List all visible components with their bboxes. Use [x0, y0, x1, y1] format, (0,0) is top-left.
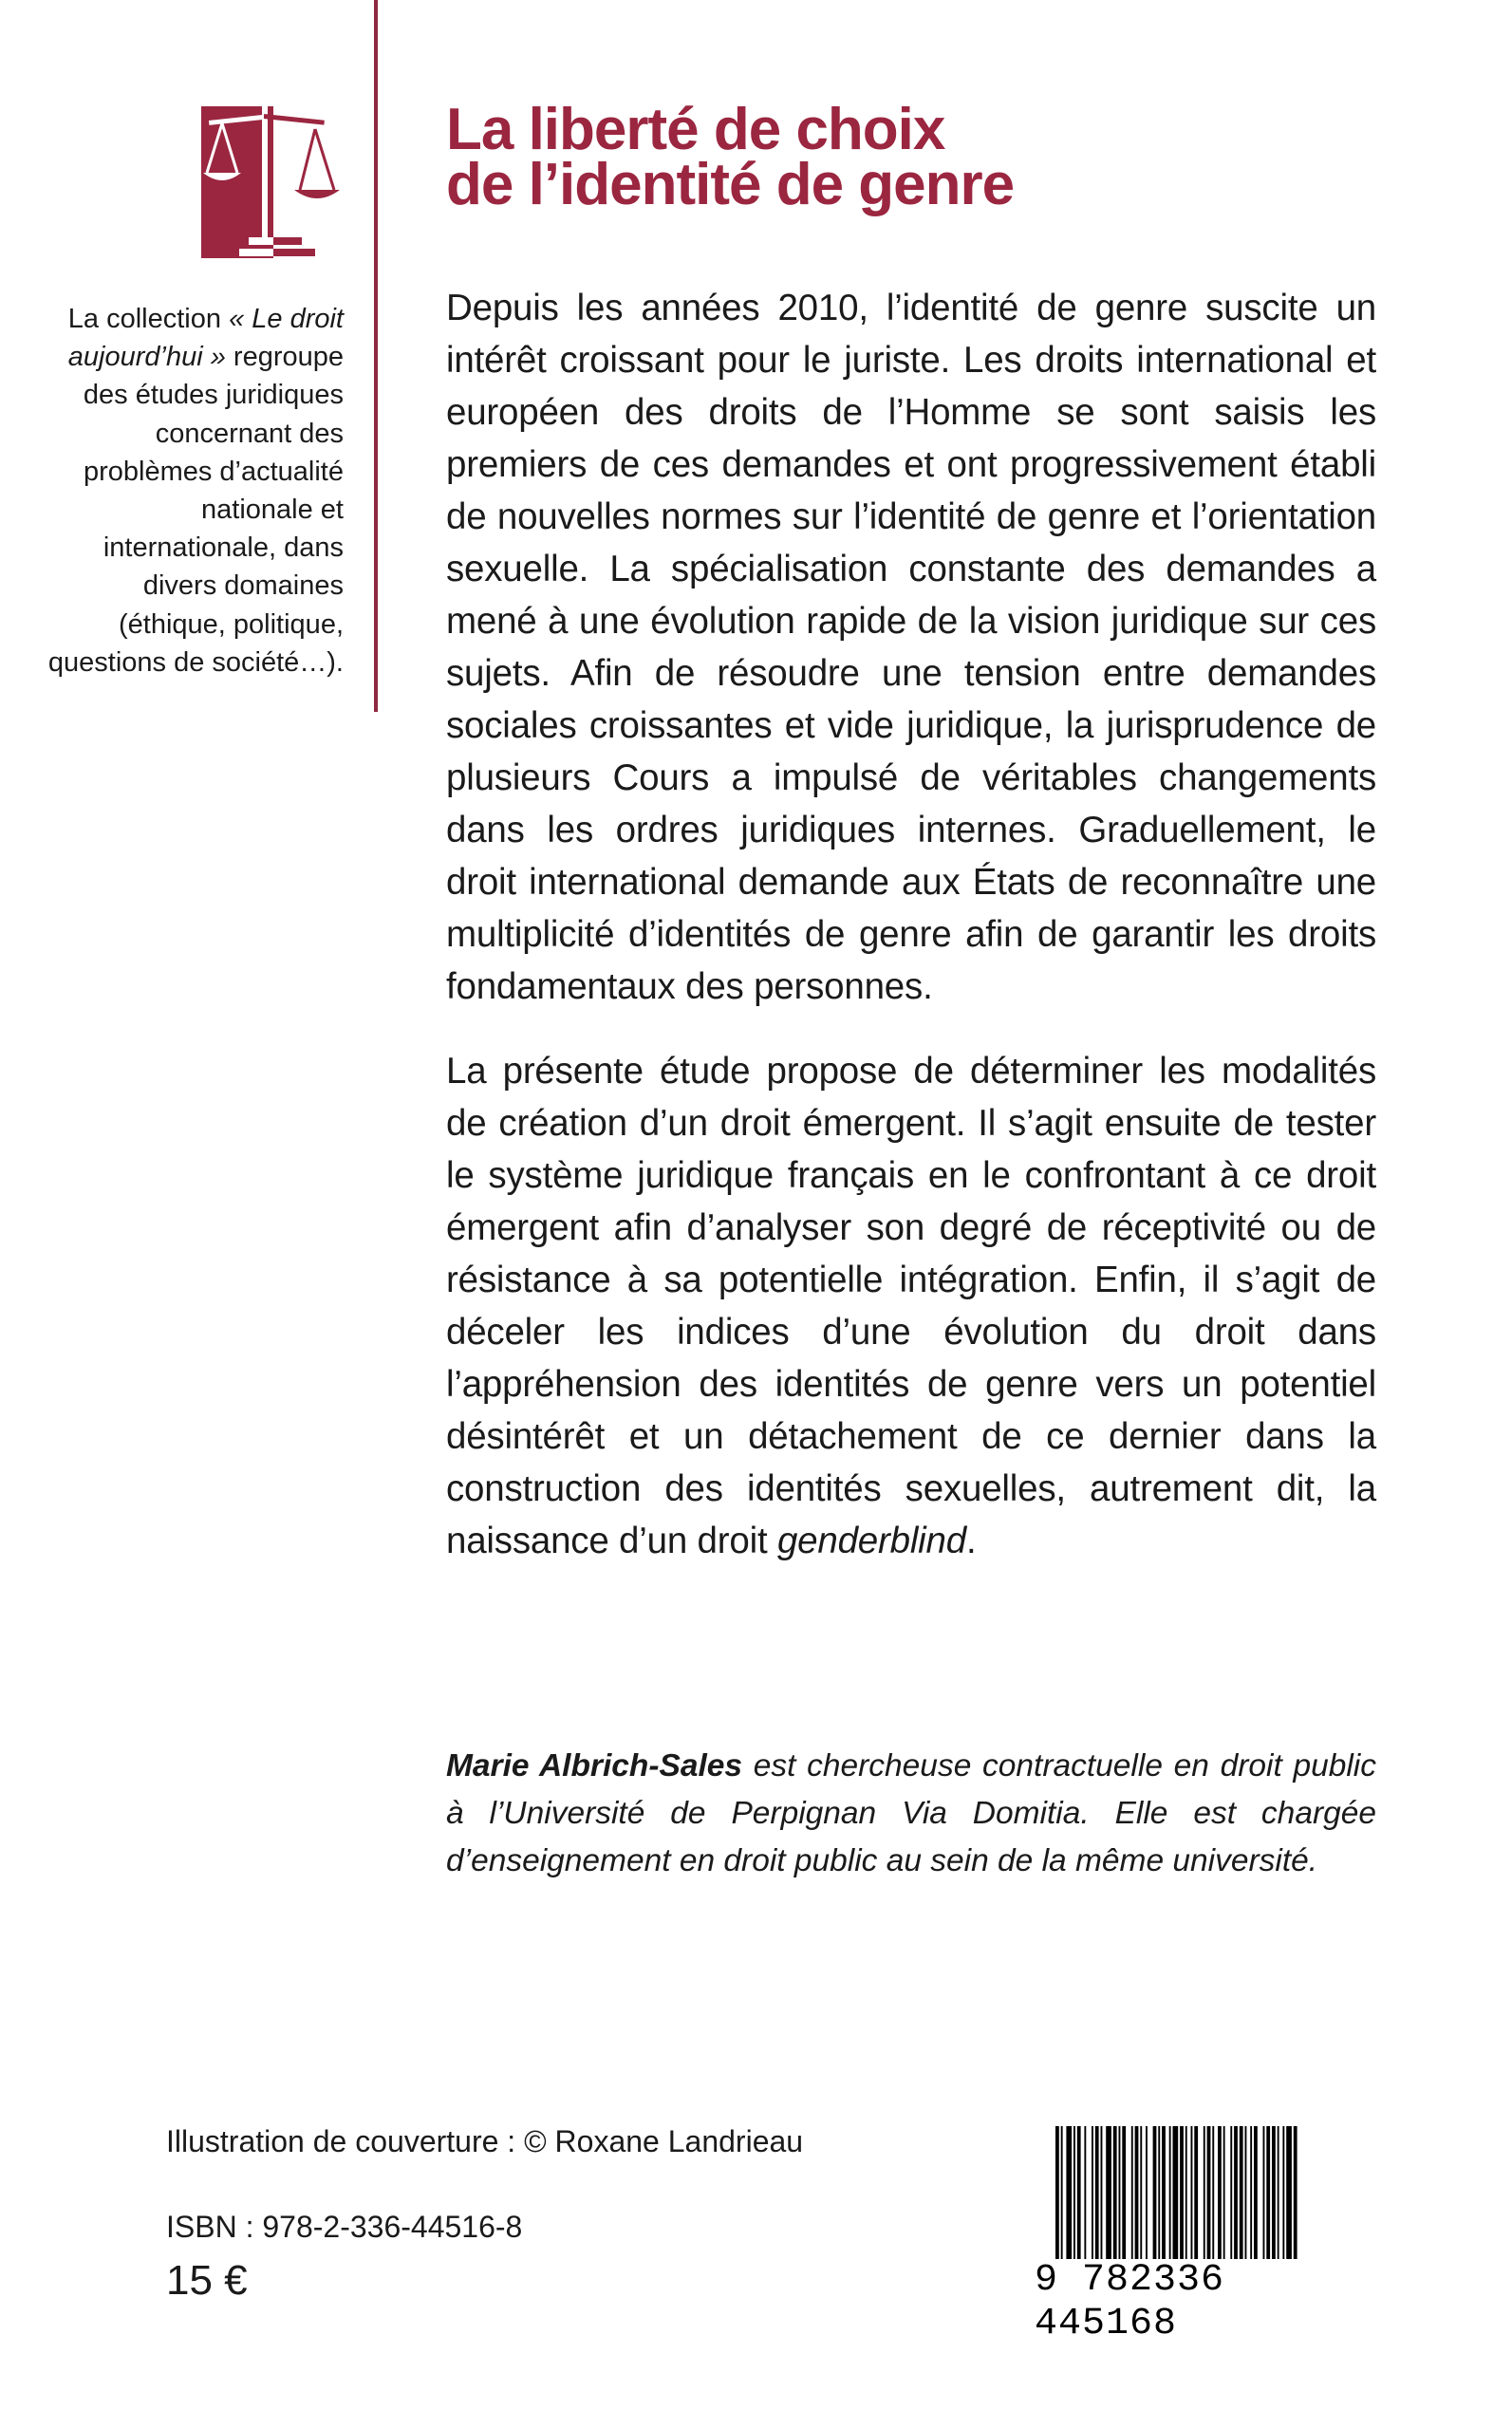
barcode-bar	[1066, 2126, 1072, 2259]
barcode-bar	[1286, 2126, 1292, 2259]
barcode-bar	[1095, 2126, 1099, 2259]
barcode-bar	[1055, 2126, 1059, 2259]
barcode-bar	[1250, 2126, 1252, 2259]
barcode-bar	[1278, 2126, 1279, 2259]
barcode	[1055, 2126, 1365, 2259]
barcode-bar	[1240, 2126, 1243, 2259]
barcode-bar	[1153, 2126, 1157, 2259]
collection-name: « Le droit aujourd’hui »	[67, 304, 344, 373]
barcode-bar	[1207, 2126, 1211, 2259]
barcode-bar	[1101, 2126, 1103, 2259]
barcode-bar	[1191, 2126, 1193, 2259]
paragraph-2-text: La présente étude propose de déterminer les modalités de création d’un droit émergent. Il s’agit ensuite de tester le système juridique français en le confrontant à ce droit émergent afin d’analyser son degré de réceptivité ou de résistance à sa potentielle intégration. Enfin, il s’agit de déceler les indices d’une évolution du droit dans l’appréhension des identités de genre vers un potentiel désintérêt et un détachement de ce dernier dans la construction des identités sexuelles, autrement dit, la naissance d’un droit	[446, 1051, 1376, 1561]
isbn: ISBN : 978-2-336-44516-8	[166, 2210, 523, 2244]
collection-prefix: La collection	[67, 304, 222, 334]
barcode-bar	[1113, 2126, 1117, 2259]
title-line-2: de l’identité de genre	[446, 152, 1015, 217]
barcode-bar	[1084, 2126, 1086, 2259]
vertical-divider	[374, 0, 378, 712]
barcode-bar	[1077, 2126, 1081, 2259]
barcode-bar	[1234, 2126, 1238, 2259]
barcode-bar	[1135, 2126, 1139, 2259]
price: 15 €	[166, 2257, 248, 2304]
barcode-number: 9 782336 445168	[1035, 2259, 1225, 2345]
barcode-bar	[1122, 2126, 1126, 2259]
summary-paragraph-1: Depuis les années 2010, l’identité de genre suscite un intérêt croissant pour le juriste. Les droits international et européen des droits de l’Homme se sont saisis les premiers de ces demandes et ont progressivement établi de nouvelles normes sur l’identité de genre et l’orientation sexuelle. La spécialisation constante des demandes a mené à une évolution rapide de la vision juridique sur ces sujets. Afin de résoudre une tension entre demandes sociales croissantes et vide juridique, la jurisprudence de plusieurs Cours a impulsé de véritables changements dans les ordres juridiques internes. Graduellement, le droit international demande aux États de reconnaître une multiplicité d’identités de genre afin de garantir les droits fondamentaux des personnes.	[446, 288, 1376, 1007]
barcode-bar	[1230, 2126, 1232, 2259]
cover-credit: Illustration de couverture : © Roxane Landrieau	[166, 2124, 804, 2158]
barcode-bar	[1092, 2126, 1093, 2259]
title-line-1: La liberté de choix	[446, 97, 945, 162]
barcode-bar	[1282, 2126, 1284, 2259]
barcode-bar	[1140, 2126, 1142, 2259]
barcode-bar	[1245, 2126, 1247, 2259]
collection-blurb	[38, 300, 344, 682]
barcode-bar	[1180, 2126, 1184, 2259]
barcode-bar	[1223, 2126, 1225, 2259]
author-bio	[446, 1743, 1376, 1885]
barcode-bar	[1254, 2126, 1258, 2259]
paragraph-2-italic: genderblind	[776, 1521, 966, 1561]
author-name: Marie Albrich-Sales	[446, 1748, 743, 1783]
barcode-bar	[1162, 2126, 1166, 2259]
barcode-bar	[1131, 2126, 1133, 2259]
book-title	[446, 97, 1395, 217]
paragraph-2-end: .	[965, 1521, 977, 1561]
barcode-bar	[1194, 2126, 1198, 2259]
barcode-bar	[1204, 2126, 1205, 2259]
author-bio-text: est chercheuse contractuelle en droit public à l’Université de Perpignan Via Domitia. Elle est chargée d’enseignement en droit public au sein de la même université.	[446, 1748, 1376, 1878]
barcode-bar	[1061, 2126, 1063, 2259]
barcode-bar	[1272, 2126, 1276, 2259]
barcode-bar	[1185, 2126, 1187, 2259]
barcode-bar	[1173, 2126, 1179, 2259]
barcode-bar	[1266, 2126, 1270, 2259]
barcode-bar	[1212, 2126, 1214, 2259]
collection-description: regroupe des études juridiques concernant des problèmes d’actualité nationale et internationale, dans divers domaines (éthique, politique, questions de société…).	[47, 342, 344, 678]
summary-paragraph-2	[446, 1045, 1376, 1567]
scales-of-justice-logo	[201, 106, 345, 258]
barcode-bar	[1263, 2126, 1265, 2259]
barcode-bar	[1106, 2126, 1111, 2259]
barcode-bar	[1158, 2126, 1160, 2259]
barcode-bar	[1218, 2126, 1222, 2259]
barcode-bar	[1073, 2126, 1075, 2259]
barcode-bar	[1169, 2126, 1171, 2259]
barcode-bar	[1119, 2126, 1121, 2259]
barcode-bar	[1294, 2126, 1297, 2259]
barcode-bar	[1146, 2126, 1148, 2259]
